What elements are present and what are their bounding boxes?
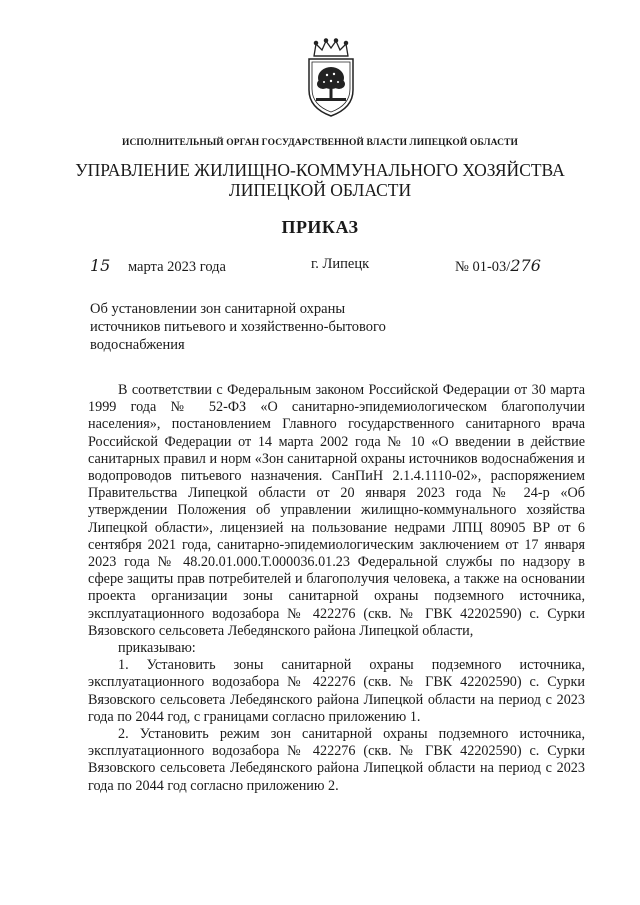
number-prefix: № 01-03/ <box>455 259 511 275</box>
order-word: приказываю: <box>118 640 196 657</box>
crown-icon <box>314 39 348 56</box>
subject-line-3: водоснабжения <box>90 337 185 353</box>
order-item-2: 2. Установить режим зон санитарной охраны подземного источника, эксплуатационного водозабора № 422276 (скв. № ГВК 42202590) с. Сурки Вязовского сельсовета Лебедянского района Липецкой области на период с 2023 года по 2044 год согласно приложению 2. <box>88 726 585 794</box>
order-city: г. Липецк <box>311 256 370 272</box>
order-number <box>455 256 541 276</box>
preamble-paragraph: В соответствии с Федеральным законом Российской Федерации от 30 марта 1999 года № 52-ФЗ «О санитарно-эпидемиологическом благополучии населения», постановлением Главного государственного санитарного врача Российской Федерации от 14 марта 2002 года № 10 «О введении в действие санитарных правил и норм «Зон санитарной охраны источников водоснабжения и водопроводов питьевого назначения. СанПиН 2.1.4.1110-02», распоряжением Правительства Липецкой области от 20 января 2023 года № 24-р «Об утверждении Положения об управлении жилищно-коммунального хозяйства Липецкой области», лицензией на пользование недрами ЛПЦ 80905 ВР от 6 сентября 2021 года, санитарно-эпидемиологическим заключением от 17 января 2023 года № 48.20.01.000.Т.000036.01.23 Федеральной службы по надзору в сфере защиты прав потребителей и благополучия человека, а также на основании проекта организации зоны санитарной охраны подземного источника, эксплуатационного водозабора № 422276 (скв. № ГВК 42202590) с. Сурки Вязовского сельсовета Лебедянского района Липецкой области, <box>88 382 585 639</box>
order-body <box>88 382 585 795</box>
department-line-1: УПРАВЛЕНИЕ ЖИЛИЩНО-КОММУНАЛЬНОГО ХОЗЯЙСТВА <box>75 160 565 180</box>
issuing-authority: ИСПОЛНИТЕЛЬНЫЙ ОРГАН ГОСУДАРСТВЕННОЙ ВЛАСТИ ЛИПЕЦКОЙ ОБЛАСТИ <box>121 138 519 148</box>
order-date <box>90 256 226 276</box>
order-item-1: 1. Установить зоны санитарной охраны подземного источника, эксплуатационного водозабора № 422276 (скв. № ГВК 42202590) с. Сурки Вязовского сельсовета Лебедянского района Липецкой области на период с 2023 года по 2044 год, с границами согласно приложению 1. <box>88 657 585 725</box>
handwritten-number: 276 <box>510 256 541 275</box>
subject-line-2: источников питьевого и хозяйственно-бытового <box>90 319 386 335</box>
coat-of-arms-emblem <box>300 38 362 118</box>
order-subject <box>90 300 420 354</box>
department-name <box>0 160 640 200</box>
department-line-2: ЛИПЕЦКОЙ ОБЛАСТИ <box>228 180 412 200</box>
date-text: марта 2023 года <box>127 259 226 275</box>
subject-line-1: Об установлении зон санитарной охраны <box>90 301 346 317</box>
handwritten-day: 15 <box>90 256 111 275</box>
document-type: ПРИКАЗ <box>281 217 359 237</box>
